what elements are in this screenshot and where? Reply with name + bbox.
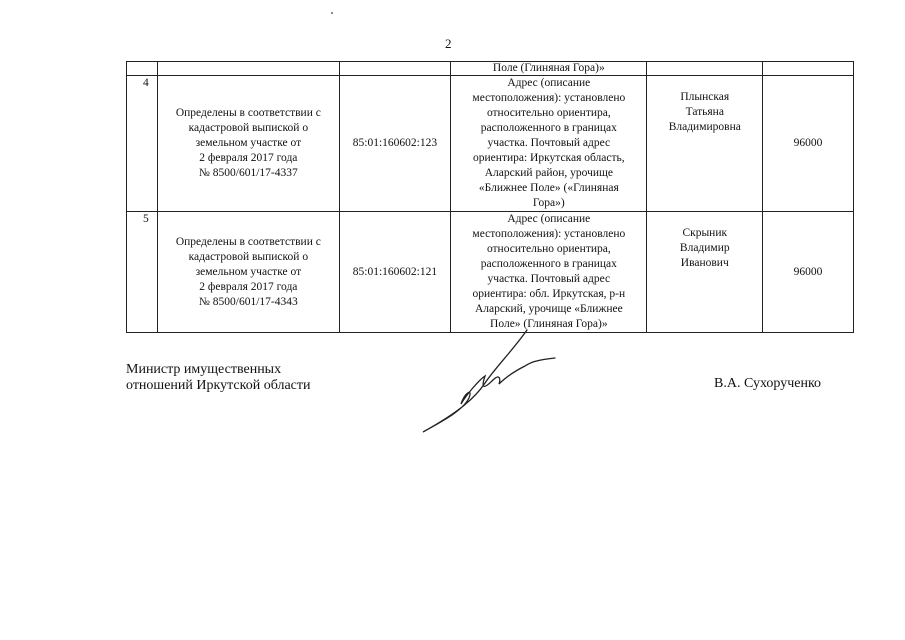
basis-line: 2 февраля 2017 года (199, 152, 298, 164)
basis-line: Определены в соответствии с (175, 235, 321, 248)
handwritten-signature (415, 328, 565, 438)
continuation-address: Поле (Глиняная Гора)» (451, 62, 647, 76)
basis-line: земельном участке от (195, 265, 302, 278)
cadastral-number: 85:01:160602:121 (339, 212, 451, 333)
table-row-continuation (127, 62, 854, 76)
address-cell (451, 212, 647, 333)
owner-line: Иванович (680, 257, 729, 269)
basis-line: кадастровой выпиской о (188, 250, 309, 263)
address-line: «Ближнее Поле» («Глиняная (478, 182, 619, 194)
address-line: относительно ориентира, (486, 243, 611, 255)
amount: 96000 (763, 212, 854, 333)
basis-cell (157, 76, 339, 212)
basis-line: 2 февраля 2017 года (199, 280, 298, 293)
basis-line: Определены в соответствии с (175, 107, 321, 119)
table-row (127, 76, 854, 212)
basis-line: кадастровой выпиской о (188, 122, 309, 134)
owner-cell (647, 212, 763, 333)
signer-name: В.А. Сухорученко (714, 376, 822, 391)
address-line: Поле» (Глиняная Гора)» (490, 318, 608, 330)
address-line: ориентира: Иркутская область, (473, 152, 625, 164)
address-line: Адрес (описание (507, 77, 591, 89)
minister-title (126, 362, 311, 394)
address-line: Гора») (532, 197, 565, 209)
owner-line: Татьяна (685, 106, 724, 118)
owner-line: Владимировна (668, 121, 741, 133)
address-line: Аларский, урочище «Ближнее (474, 303, 623, 315)
page-number: 2 (445, 36, 452, 51)
basis-cell (157, 212, 339, 333)
basis-line: № 8500/601/17-4343 (198, 295, 298, 308)
table-row (127, 212, 854, 333)
address-line: Адрес (описание (507, 213, 591, 225)
row-number: 5 (127, 212, 158, 333)
land-plots-table (126, 61, 854, 333)
amount: 96000 (763, 76, 854, 212)
cadastral-number: 85:01:160602:123 (339, 76, 451, 212)
address-line: местоположения): установлено (472, 228, 626, 240)
address-line: относительно ориентира, (486, 107, 611, 119)
address-line: Аларский район, урочище (484, 167, 613, 179)
row-number: 4 (127, 76, 158, 212)
scan-dot (331, 12, 333, 14)
owner-line: Скрыник (682, 227, 728, 239)
basis-line: земельном участке от (195, 137, 302, 149)
address-cell (451, 76, 647, 212)
owner-line: Плынская (680, 91, 730, 103)
address-line: расположенного в границах (480, 258, 617, 270)
minister-title-line: отношений Иркутской области (126, 378, 311, 393)
owner-line: Владимир (679, 242, 730, 254)
basis-line: № 8500/601/17-4337 (198, 167, 298, 179)
address-line: расположенного в границах (480, 122, 617, 134)
address-line: участка. Почтовый адрес (487, 137, 611, 149)
minister-title-line: Министр имущественных (126, 362, 282, 377)
address-line: участка. Почтовый адрес (487, 273, 611, 285)
address-line: местоположения): установлено (472, 92, 626, 104)
address-line: ориентира: обл. Иркутская, р-н (472, 288, 626, 300)
owner-cell (647, 76, 763, 212)
